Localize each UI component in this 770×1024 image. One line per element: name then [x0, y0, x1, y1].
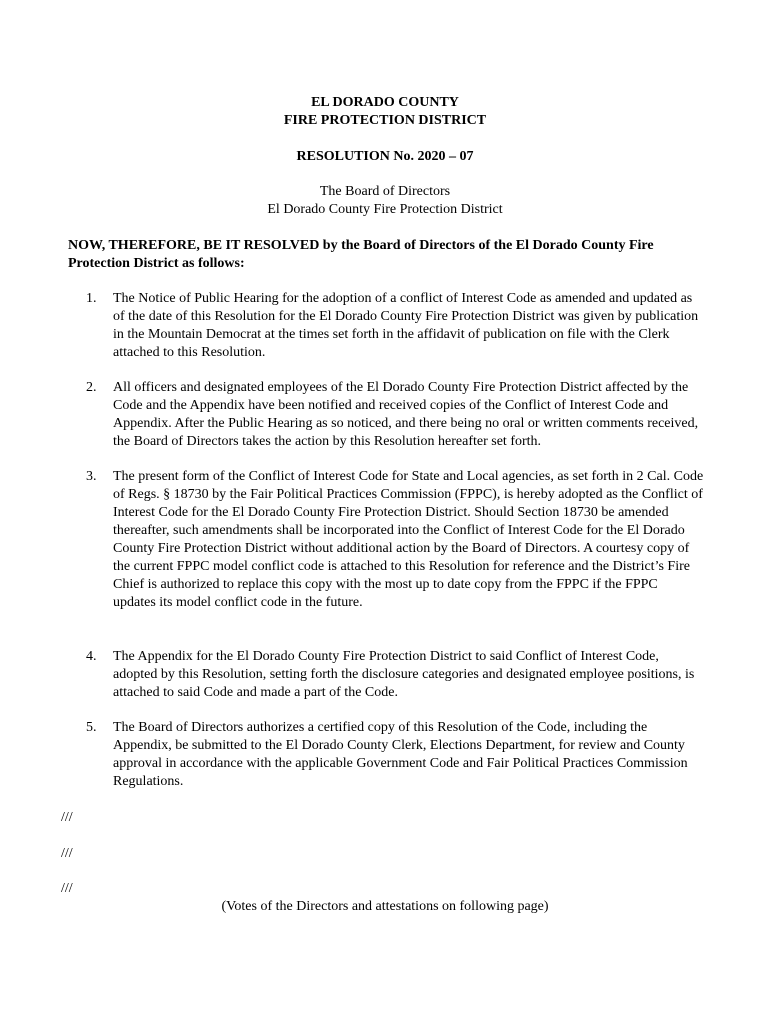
- resolution-item: [86, 719, 704, 791]
- section-slashes: ///: [61, 846, 73, 861]
- resolution-number: RESOLUTION No. 2020 – 07: [296, 149, 474, 164]
- district-line: El Dorado County Fire Protection District: [267, 202, 503, 217]
- item-text: All officers and designated employees of the El Dorado County Fire Protection District affected by the Code and the Appendix have been notified and received copies of the Conflict of Interest Code and Appendix. After the Public Hearing as so noticed, and there being no oral or written comments received, the Board of Directors takes the action by this Resolution hereafter set forth.: [113, 380, 699, 449]
- item-number: 5.: [86, 720, 97, 735]
- resolution-item: [86, 290, 704, 362]
- continuation-note: (Votes of the Directors and attestations on following page): [221, 899, 549, 914]
- item-number: 4.: [86, 649, 97, 664]
- board-heading: [0, 183, 770, 219]
- item-number: 2.: [86, 380, 97, 395]
- item-text: The present form of the Conflict of Interest Code for State and Local agencies, as set forth in 2 Cal. Code of Regs. § 18730 by the Fair Political Practices Commission (FPPC), is hereby adopted as the Conflict of Interest Code for the El Dorado County Fire Protection District. Should Section 18730 be amended thereafter, such amendments shall be incorporated into the Conflict of Interest Code for the El Dorado County Fire Protection District without additional action by the Board of Directors. A courtesy copy of the current FPPC model conflict code is attached to this Resolution for reference and the District’s Fire Chief is authorized to replace this copy with the most up to date copy from the FPPC if the FPPC updates its model conflict code in the future.: [113, 469, 704, 610]
- title-line-district: FIRE PROTECTION DISTRICT: [283, 113, 487, 128]
- item-text: The Board of Directors authorizes a certified copy of this Resolution of the Code, including the Appendix, be submitted to the El Dorado County Clerk, Elections Department, for review and County approval in accordance with the applicable Government Code and Fair Political Practices Commission Regulations.: [113, 720, 688, 789]
- board-line: The Board of Directors: [319, 184, 451, 199]
- section-slashes: ///: [61, 810, 73, 825]
- resolution-item: [86, 468, 704, 612]
- resolved-clause: NOW, THEREFORE, BE IT RESOLVED by the Board of Directors of the El Dorado County Fire Protection District as follows:: [68, 238, 654, 271]
- resolution-item: [86, 648, 704, 702]
- district-title: [0, 94, 770, 130]
- title-line-county: EL DORADO COUNTY: [311, 95, 459, 110]
- section-slashes: ///: [61, 881, 73, 896]
- item-number: 3.: [86, 469, 97, 484]
- resolution-item: [86, 379, 704, 451]
- item-text: The Notice of Public Hearing for the adoption of a conflict of Interest Code as amended and updated as of the date of this Resolution for the El Dorado County Fire Protection District was given by publication in the Mountain Democrat at the times set forth in the affidavit of publication on file with the Clerk attached to this Resolution.: [113, 291, 699, 360]
- item-number: 1.: [86, 291, 97, 306]
- item-text: The Appendix for the El Dorado County Fire Protection District to said Conflict of Interest Code, adopted by this Resolution, setting forth the disclosure categories and designated employee positions, is attached to said Code and made a part of the Code.: [113, 649, 695, 700]
